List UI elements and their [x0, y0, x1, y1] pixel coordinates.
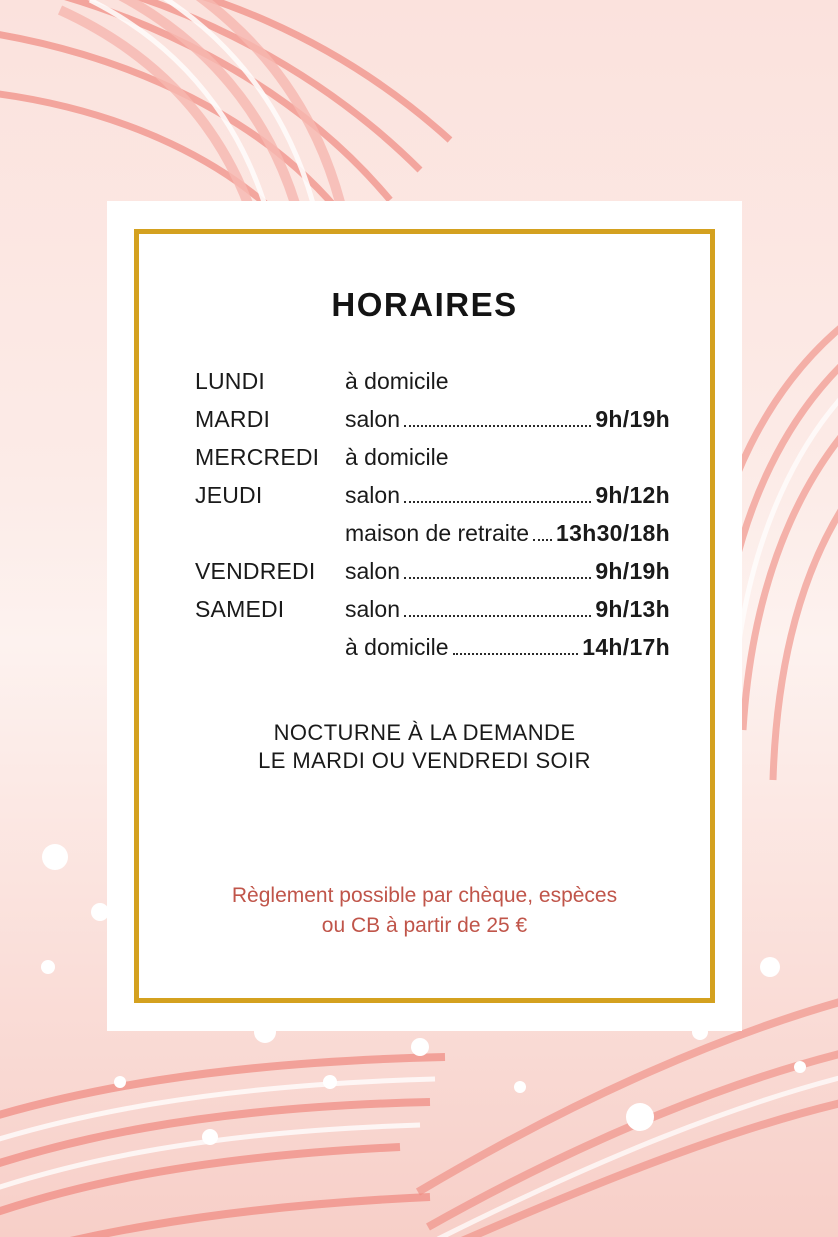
day-detail [345, 634, 670, 661]
schedule-row [195, 520, 670, 547]
hours-label: 14h/17h [582, 634, 670, 660]
day-detail [345, 482, 670, 509]
hours-label: 9h/13h [595, 596, 670, 622]
day-detail [345, 444, 670, 471]
hours-label: 9h/12h [595, 482, 670, 508]
card-content [139, 234, 710, 998]
place-label: à domicile [345, 444, 449, 470]
dot-leader [404, 424, 591, 427]
place-label: à domicile [345, 368, 449, 394]
place-label: salon [345, 406, 400, 432]
schedule-row [195, 406, 670, 433]
day-label: MERCREDI [195, 444, 320, 470]
evening-note-line-1: NOCTURNE À LA DEMANDE [273, 720, 576, 745]
hours-label: 9h/19h [595, 406, 670, 432]
place-label: salon [345, 596, 400, 622]
dot-leader [404, 614, 591, 617]
payment-note-line-2: ou CB à partir de 25 € [321, 913, 528, 937]
day-label: JEUDI [195, 482, 263, 508]
day-detail [345, 520, 670, 547]
payment-note [173, 881, 676, 940]
day-detail [345, 596, 670, 623]
schedule-row [195, 596, 670, 623]
day-label: VENDREDI [195, 558, 316, 584]
schedule-row [195, 634, 670, 661]
payment-note-line-1: Règlement possible par chèque, espèces [231, 884, 618, 908]
dot-leader [404, 576, 591, 579]
gold-border-frame [134, 229, 715, 1003]
place-label: salon [345, 482, 400, 508]
schedule-list [195, 368, 670, 661]
page-title: HORAIRES [331, 286, 518, 323]
day-detail [345, 406, 670, 433]
schedule-row [195, 482, 670, 509]
dot-leader [453, 388, 666, 389]
evening-note-line-2: LE MARDI OU VENDREDI SOIR [258, 747, 591, 773]
day-label: SAMEDI [195, 596, 285, 622]
schedule-row [195, 444, 670, 471]
place-label: à domicile [345, 634, 449, 660]
dot-leader [453, 652, 579, 655]
hours-label: 13h30/18h [556, 520, 670, 546]
day-detail [345, 368, 670, 395]
schedule-card [107, 201, 742, 1031]
hours-label: 9h/19h [595, 558, 670, 584]
dot-leader [533, 538, 552, 541]
evening-note [173, 719, 676, 775]
place-label: maison de retraite [345, 520, 530, 546]
schedule-row [195, 558, 670, 585]
day-label: MARDI [195, 406, 271, 432]
day-detail [345, 558, 670, 585]
dot-leader [453, 464, 666, 465]
dot-leader [404, 500, 591, 503]
place-label: salon [345, 558, 400, 584]
schedule-row [195, 368, 670, 395]
day-label: LUNDI [195, 368, 266, 394]
